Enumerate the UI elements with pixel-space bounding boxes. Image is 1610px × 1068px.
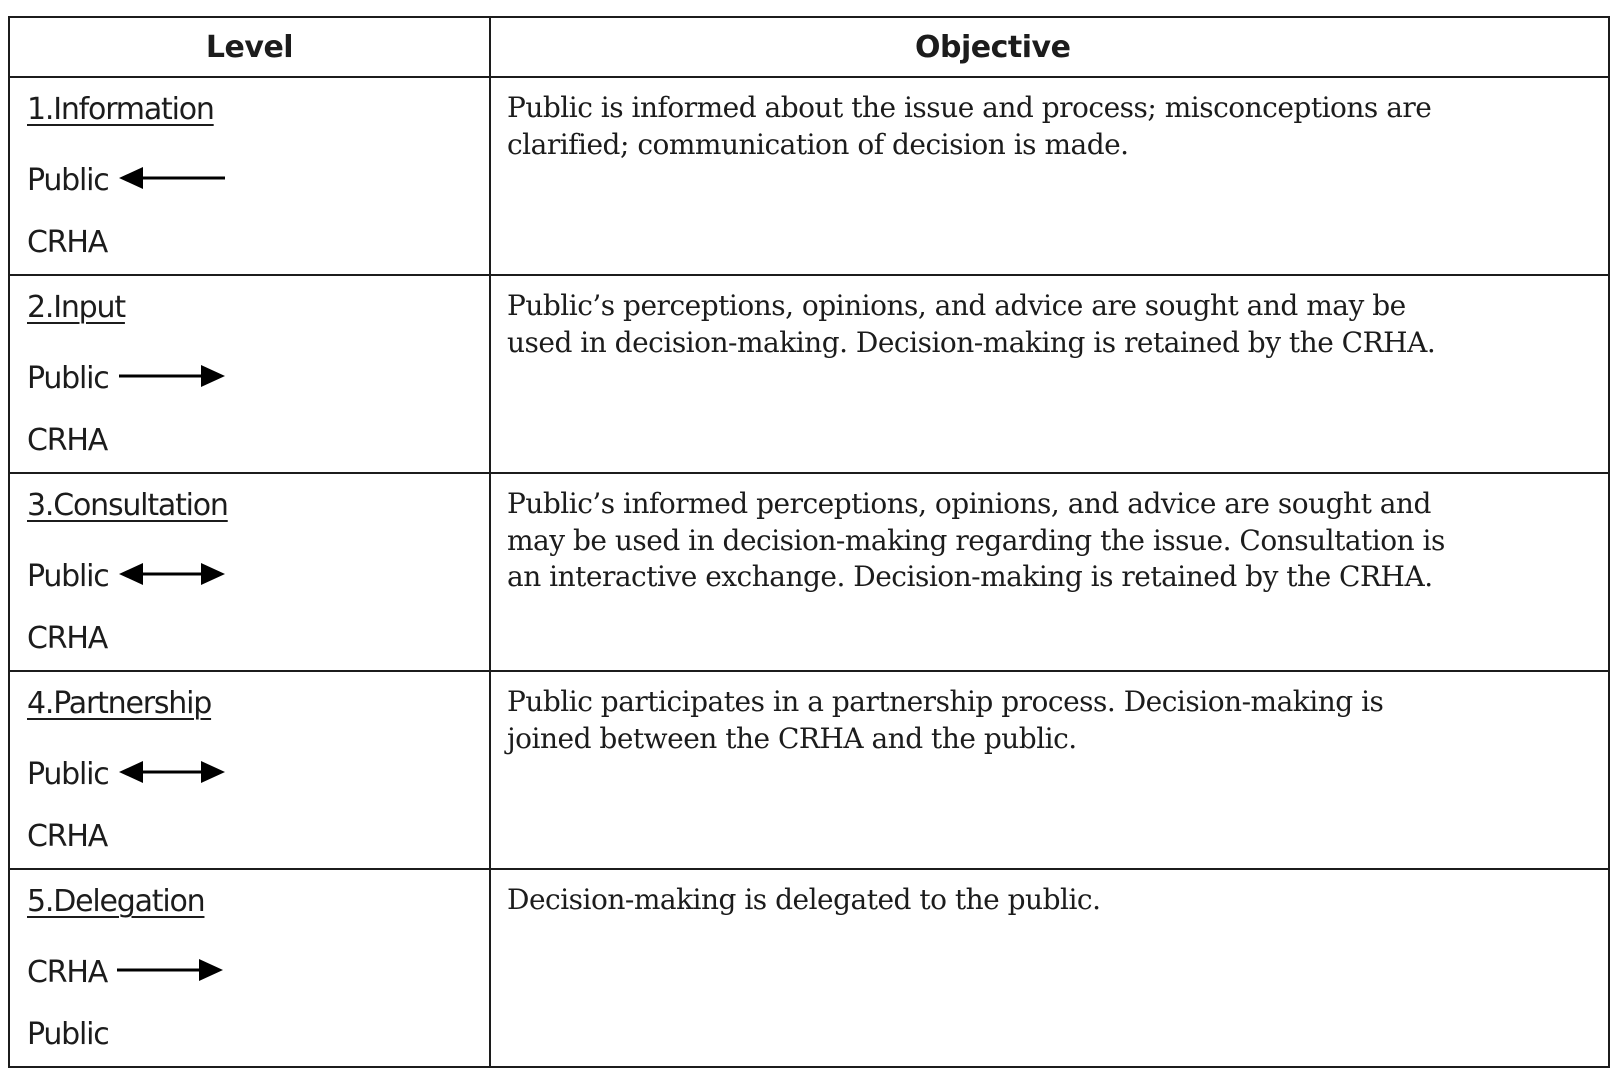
level-title: 4.Partnership [27, 686, 212, 721]
objective-cell [490, 77, 1609, 275]
objective-cell [490, 671, 1609, 869]
objective-text-line: may be used in decision-making regarding the issue. Consultation is [507, 523, 1445, 557]
objective-text-line: Public’s perceptions, opinions, and advice are sought and may be [507, 289, 1406, 322]
objective-text-line: joined between the CRHA and the public. [507, 721, 1077, 755]
flow-source-label: Public [27, 361, 109, 396]
table-header-row [9, 17, 1609, 77]
flow-target-label: CRHA [27, 819, 108, 854]
objective-text-line: used in decision-making. Decision-making is retained by the CRHA. [507, 325, 1436, 359]
objective-cell [490, 275, 1609, 473]
level-cell [9, 473, 490, 671]
objective-text-line: Public is informed about the issue and process; misconceptions are [507, 91, 1432, 124]
participation-levels-table [8, 16, 1610, 1068]
level-title: 3.Consultation [27, 488, 228, 523]
objective-text-line: Public participates in a partnership process. Decision-making is [507, 685, 1384, 718]
flow-line [27, 348, 489, 410]
flow-target-label: CRHA [27, 423, 108, 458]
flow-source-label: CRHA [27, 955, 108, 990]
table-row-information [9, 77, 1609, 275]
flow-line [27, 744, 489, 806]
level-cell [9, 869, 490, 1067]
table-row-consultation [9, 473, 1609, 671]
level-column-header: Level [9, 17, 490, 77]
arrow-right-icon [119, 348, 227, 410]
table-row-partnership [9, 671, 1609, 869]
objective-cell [490, 869, 1609, 1067]
table-row-input [9, 275, 1609, 473]
flow-line [27, 942, 489, 1004]
flow-source-label: Public [27, 163, 109, 198]
flow-target-label: CRHA [27, 225, 108, 260]
arrow-bidirectional-icon [119, 744, 227, 806]
flow-source-label: Public [27, 757, 109, 792]
objective-text-line: an interactive exchange. Decision-making is retained by the CRHA. [507, 560, 1433, 593]
level-cell [9, 77, 490, 275]
flow-source-label: Public [27, 559, 109, 594]
objective-text-line: Public’s informed perceptions, opinions, and advice are sought and [507, 487, 1431, 520]
objective-text-line: clarified; communication of decision is made. [507, 127, 1129, 161]
objective-text-line: Decision-making is delegated to the public. [507, 883, 1101, 916]
level-title: 2.Input [27, 290, 125, 325]
arrow-right-icon [117, 942, 225, 1004]
level-cell [9, 275, 490, 473]
objective-column-header: Objective [490, 17, 1609, 77]
arrow-bidirectional-icon [119, 546, 227, 608]
arrow-left-icon [119, 150, 227, 212]
flow-line [27, 546, 489, 608]
level-title: 5.Delegation [27, 884, 205, 919]
flow-target-label: Public [27, 1017, 109, 1052]
flow-line [27, 150, 489, 212]
objective-cell [490, 473, 1609, 671]
table-row-delegation [9, 869, 1609, 1067]
flow-target-label: CRHA [27, 621, 108, 656]
level-title: 1.Information [27, 92, 214, 127]
level-cell [9, 671, 490, 869]
